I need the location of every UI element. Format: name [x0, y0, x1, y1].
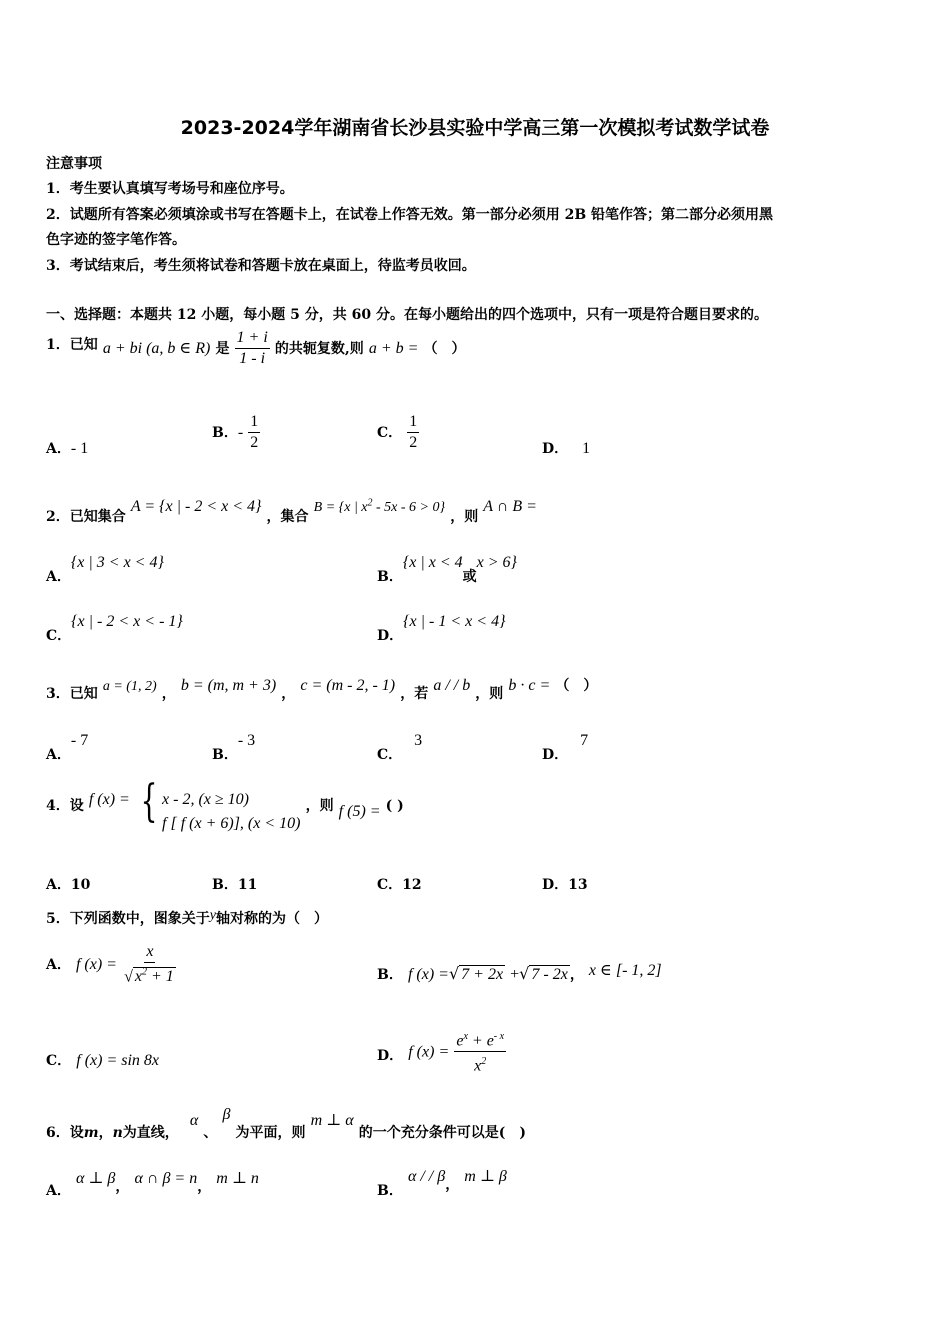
notice-item-2-cont: 色字迹的签字笔作答。 [46, 232, 186, 248]
q3-option-b[interactable]: B．- 3 [212, 732, 256, 763]
q1-option-d[interactable]: D． 1 [542, 440, 591, 457]
q1-option-a[interactable]: A．- 1 [46, 440, 89, 457]
q3-option-a[interactable]: A．- 7 [46, 732, 89, 763]
q6-option-a[interactable]: A． α ⊥ β， α ∩ β = n， m ⊥ n [46, 1170, 259, 1199]
q5-option-a[interactable]: A． f (x) = $\frac{x}{√ x^2 + 1}$ [46, 943, 174, 986]
q6-option-b[interactable]: B． α / / β， m ⊥ β [377, 1168, 507, 1199]
q4-option-b[interactable]: B．11 [212, 877, 258, 893]
notice-item-2: 2．试题所有答案必须填涂或书写在答题卡上，在试卷上作答无效。第一部分必须用 2B 铅笔作答；第二部分必须用黑 [46, 207, 774, 223]
question-5: 5．下列函数中，图象关于y轴对称的为（ ） [46, 908, 328, 927]
question-2: 2．已知集合 A = {x | - 2 < x < 4} ，集合 B = {x | $x^2 - 5x - 6 > 0$} ，则 A ∩ B = [46, 497, 537, 525]
q4-option-d[interactable]: D．13 [542, 877, 588, 893]
q1-option-b[interactable]: B．- $\frac{1}{2}$ [212, 413, 259, 451]
q2-option-a[interactable]: A．{x | 3 < x < 4} [46, 554, 164, 585]
notice-item-1: 1．考生要认真填写考场号和座位序号。 [46, 181, 294, 197]
q2-option-c[interactable]: C．{x | - 2 < x < - 1} [46, 613, 183, 644]
question-1: 1．已知 a + bi (a, b ∈ R) 是 $\frac{1 + i}{1 - i}$ 的共轭复数,则 a + b = （ ） [46, 329, 466, 367]
notice-item-3: 3．考试结束后，考生须将试卷和答题卡放在桌面上，待监考员收回。 [46, 258, 476, 274]
section-heading: 一、选择题：本题共 12 小题，每小题 5 分，共 60 分。在每小题给出的四个选项中，只有一项是符合题目要求的。 [46, 307, 768, 323]
q2-option-d[interactable]: D．{x | - 1 < x < 4} [377, 613, 506, 644]
q5-option-d[interactable]: D． f (x) = $\frac{e^x + e^{- x}}{x^2}$ [377, 1027, 506, 1077]
q4-option-a[interactable]: A．10 [46, 877, 91, 893]
page-title: 2023-2024学年湖南省长沙县实验中学高三第一次模拟考试数学试卷 [180, 117, 770, 139]
question-6: 6．设m，n为直线， α 、 β 为平面，则 m ⊥ α 的一个充分条件可以是( ) [46, 1106, 526, 1141]
q2-option-b[interactable]: B．{x | x < 4或x > 6} [377, 554, 517, 585]
q3-option-c[interactable]: C．3 [377, 732, 423, 763]
q1-fraction: $\frac{1 + i}{1 - i}$ [236, 329, 268, 367]
q3-option-d[interactable]: D．7 [542, 732, 589, 763]
q1-option-c[interactable]: C． $\frac{1}{2}$ [377, 413, 418, 451]
question-3: 3．已知 a = (1, 2) ， b = (m, m + 3) ， c = (m - 2, - 1) ，若 a / / b ，则 b · c = （ ） [46, 677, 598, 702]
q5-option-b[interactable]: B． f (x) =√ 7 + 2x +√ 7 - 2x ， x ∈ [- 1, 2] [377, 962, 662, 983]
notice-heading: 注意事项 [46, 156, 102, 172]
q5-option-c[interactable]: C． f (x) = sin 8x [46, 1052, 160, 1069]
question-4: 4．设 f (x) = { x - 2, (x ≥ 10) f [ f (x + 6)], (x < 10) ，则 f (5) = ( ) [46, 776, 404, 832]
q4-option-c[interactable]: C．12 [377, 877, 422, 893]
